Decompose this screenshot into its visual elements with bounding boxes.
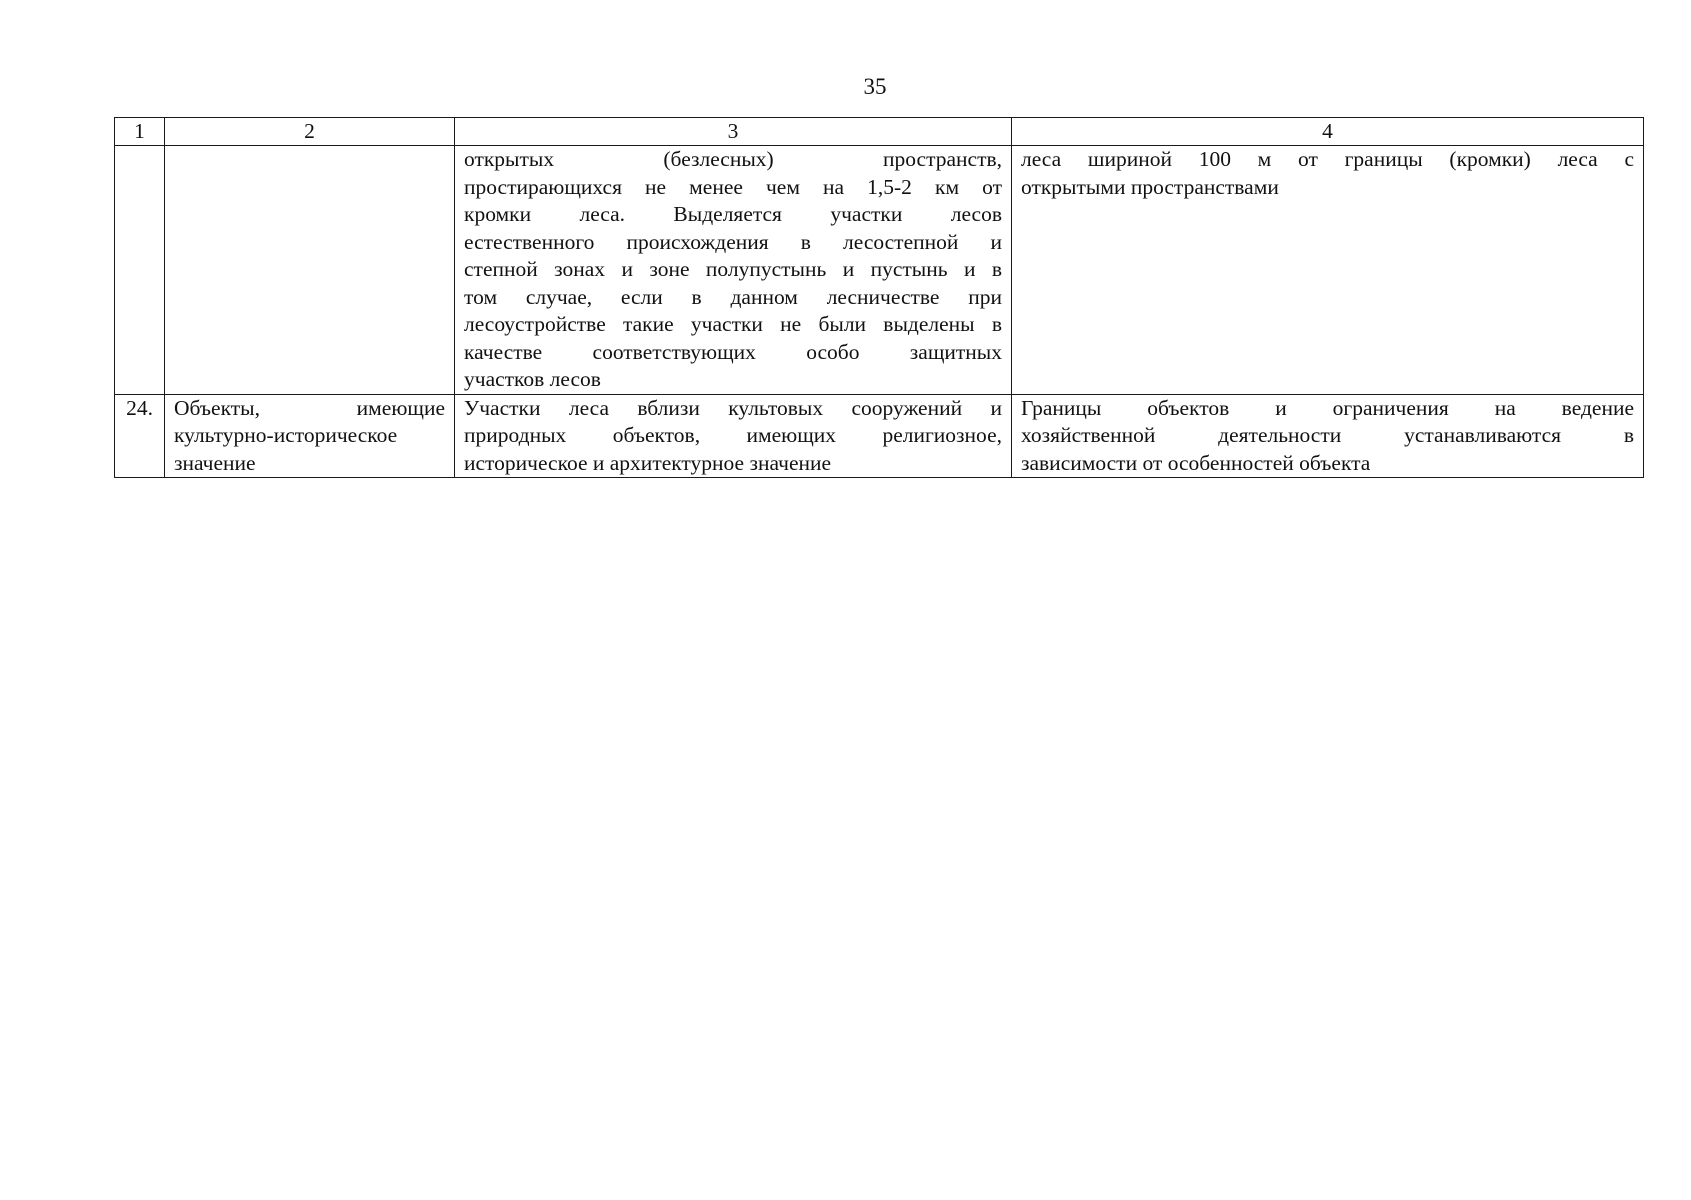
description-cell: [455, 146, 1012, 395]
text-line: участков лесов: [464, 367, 601, 391]
text-line: открытых (безлесных) пространств,: [464, 147, 1002, 171]
regime-cell: [1012, 394, 1644, 478]
text-line: степной зонах и зоне полупустынь и пустынь и в: [464, 257, 1002, 281]
text-line: естественного происхождения в лесостепной и: [464, 229, 1002, 254]
header-cell-1: 1: [115, 118, 165, 146]
page-number: 35: [863, 74, 887, 99]
text-line: культурно-историческое: [174, 423, 398, 447]
text-line: открытыми пространствами: [1021, 174, 1279, 199]
text-line: лесоустройстве такие участки не были выделены в: [464, 312, 1002, 336]
text-line: историческое и архитектурное значение: [464, 450, 832, 475]
text-line: значение: [174, 450, 256, 475]
table-header-row: [115, 118, 1644, 146]
text-line: Объекты, имеющие: [174, 395, 445, 420]
row-number-cell: [115, 146, 165, 395]
object-type-cell: [165, 146, 455, 395]
regime-cell: [1012, 146, 1644, 395]
text-line: хозяйственной деятельности устанавливаются в: [1021, 423, 1634, 447]
description-cell: [455, 394, 1012, 478]
header-cell-4: 4: [1012, 118, 1644, 146]
table-row-continued: [115, 146, 1644, 395]
header-cell-3: 3: [455, 118, 1012, 146]
text-line: природных объектов, имеющих религиозное,: [464, 423, 1002, 447]
text-line: зависимости от особенностей объекта: [1021, 450, 1371, 475]
text-line: Участки леса вблизи культовых сооружений и: [464, 395, 1002, 420]
text-line: леса шириной 100 м от границы (кромки) леса с: [1021, 147, 1634, 171]
text-line: том случае, если в данном лесничестве при: [464, 284, 1002, 309]
table-row-24: [115, 394, 1644, 478]
text-line: кромки леса. Выделяется участки лесов: [464, 202, 1002, 226]
object-type-cell: [165, 394, 455, 478]
document-table: [114, 117, 1644, 478]
text-line: Границы объектов и ограничения на ведение: [1021, 395, 1634, 420]
header-cell-2: 2: [165, 118, 455, 146]
row-number-cell: 24.: [115, 394, 165, 478]
text-line: качестве соответствующих особо защитных: [464, 339, 1002, 364]
text-line: простирающихся не менее чем на 1,5-2 км от: [464, 174, 1002, 199]
